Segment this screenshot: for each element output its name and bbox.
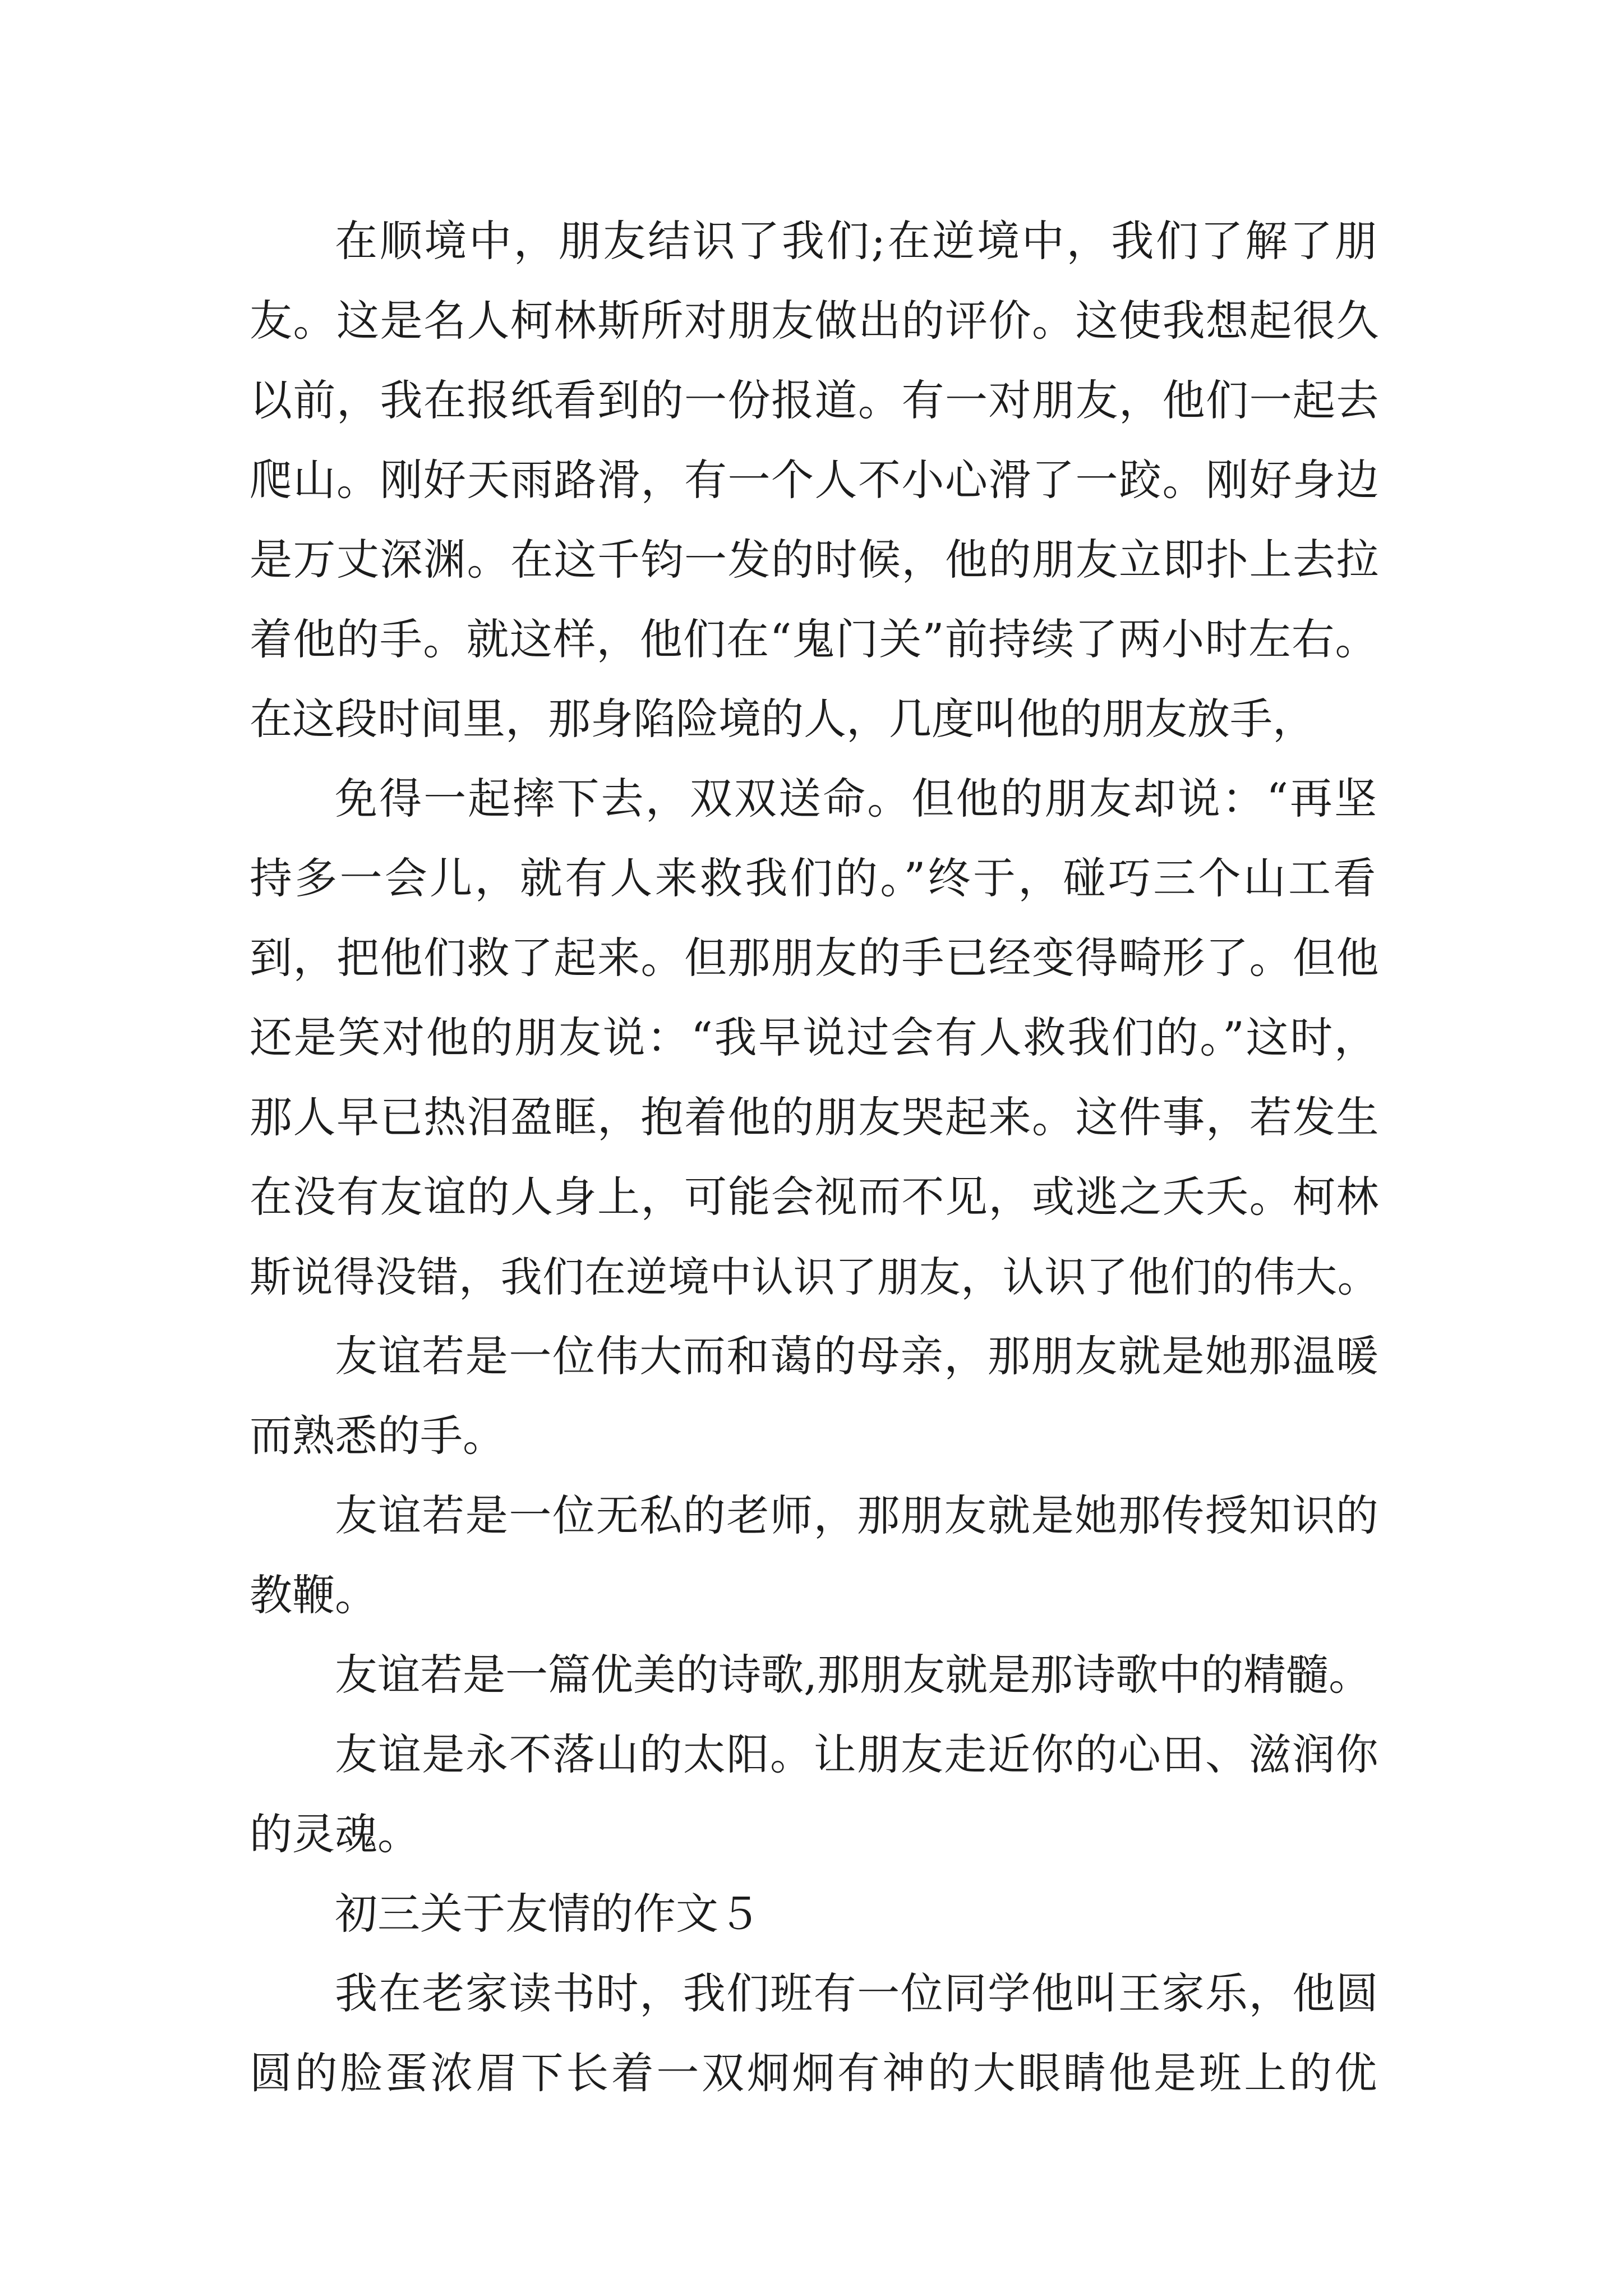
text-line-content: 着他的手。就这样，他们在“鬼门关”前持续了两小时左右。: [250, 614, 1378, 664]
text-line: [335, 1954, 1380, 2033]
text-line-content: 在顺境中，朋友结识了我们;在逆境中，我们了解了朋: [335, 216, 1380, 266]
text-line-content: 的灵魂。: [250, 1809, 420, 1859]
text-line-content: 在没有友谊的人身上，可能会视而不见，或逃之夭夭。柯林: [250, 1172, 1380, 1222]
text-line: [335, 202, 1380, 280]
text-line: [250, 1078, 1380, 1157]
text-line-content: 而熟悉的手。: [250, 1411, 505, 1461]
text-line: [335, 1715, 1380, 1794]
text-line: [250, 1556, 1380, 1635]
text-line-content: 我在老家读书时，我们班有一位同学他叫王家乐，他圆: [335, 1968, 1380, 2018]
text-line: [250, 2034, 1380, 2113]
text-line: [250, 441, 1380, 519]
text-line: [335, 760, 1380, 838]
text-line-content: 以前，我在报纸看到的一份报道。有一对朋友，他们一起去: [250, 375, 1380, 425]
text-line-content: 还是笑对他的朋友说：“我早说过会有人救我们的。”这时，: [250, 1013, 1378, 1062]
text-line-content: 持多一会儿，就有人来救我们的。”终于，碰巧三个山工看: [250, 853, 1378, 903]
text-line-content: 到，把他们救了起来。但那朋友的手已经变得畸形了。但他: [250, 933, 1380, 983]
text-line: [250, 600, 1380, 679]
text-line: [250, 361, 1380, 440]
text-line: [250, 680, 1380, 758]
text-line: [250, 1158, 1380, 1236]
text-line: [250, 1795, 1380, 1874]
text-line: [250, 1397, 1380, 1475]
text-line: [250, 999, 1380, 1077]
text-line: [335, 1636, 1380, 1714]
text-line-content: 友。这是名人柯林斯所对朋友做出的评价。这使我想起很久: [250, 296, 1380, 346]
text-line-content: 爬山。刚好天雨路滑，有一个人不小心滑了一跤。刚好身边: [250, 455, 1380, 505]
section-heading-text: 初三关于友情的作文５: [335, 1889, 761, 1939]
text-line: [335, 1476, 1380, 1555]
text-line-content: 友谊若是一位无私的老师，那朋友就是她那传授知识的: [335, 1490, 1380, 1540]
text-line-content: 免得一起摔下去，双双送命。但他的朋友却说：“再坚: [335, 774, 1379, 823]
text-line-content: 是万丈深渊。在这千钧一发的时候，他的朋友立即扑上去拉: [250, 535, 1380, 585]
text-line-content: 在这段时间里，那身陷险境的人，几度叫他的朋友放手，: [250, 694, 1315, 744]
text-line-content: 斯说得没错，我们在逆境中认识了朋友，认识了他们的伟大。: [250, 1253, 1380, 1301]
text-line: [250, 839, 1380, 918]
text-line: [335, 1317, 1380, 1396]
text-line: [250, 1237, 1380, 1316]
text-line: [250, 282, 1380, 360]
section-heading: [335, 1875, 1380, 1953]
text-line: [250, 919, 1380, 997]
text-line-content: 友谊若是一篇优美的诗歌,那朋友就是那诗歌中的精髓。: [335, 1650, 1372, 1700]
text-line-content: 圆的脸蛋浓眉下长着一双炯炯有神的大眼睛他是班上的优: [250, 2048, 1380, 2098]
text-line-content: 友谊是永不落山的太阳。让朋友走近你的心田、滋润你: [335, 1729, 1380, 1779]
text-line-content: 教鞭。: [250, 1570, 377, 1620]
text-line-content: 友谊若是一位伟大而和蔼的母亲，那朋友就是她那温暖: [335, 1331, 1380, 1381]
text-line-content: 那人早已热泪盈眶，抱着他的朋友哭起来。这件事，若发生: [250, 1092, 1380, 1142]
text-line: [250, 521, 1380, 599]
